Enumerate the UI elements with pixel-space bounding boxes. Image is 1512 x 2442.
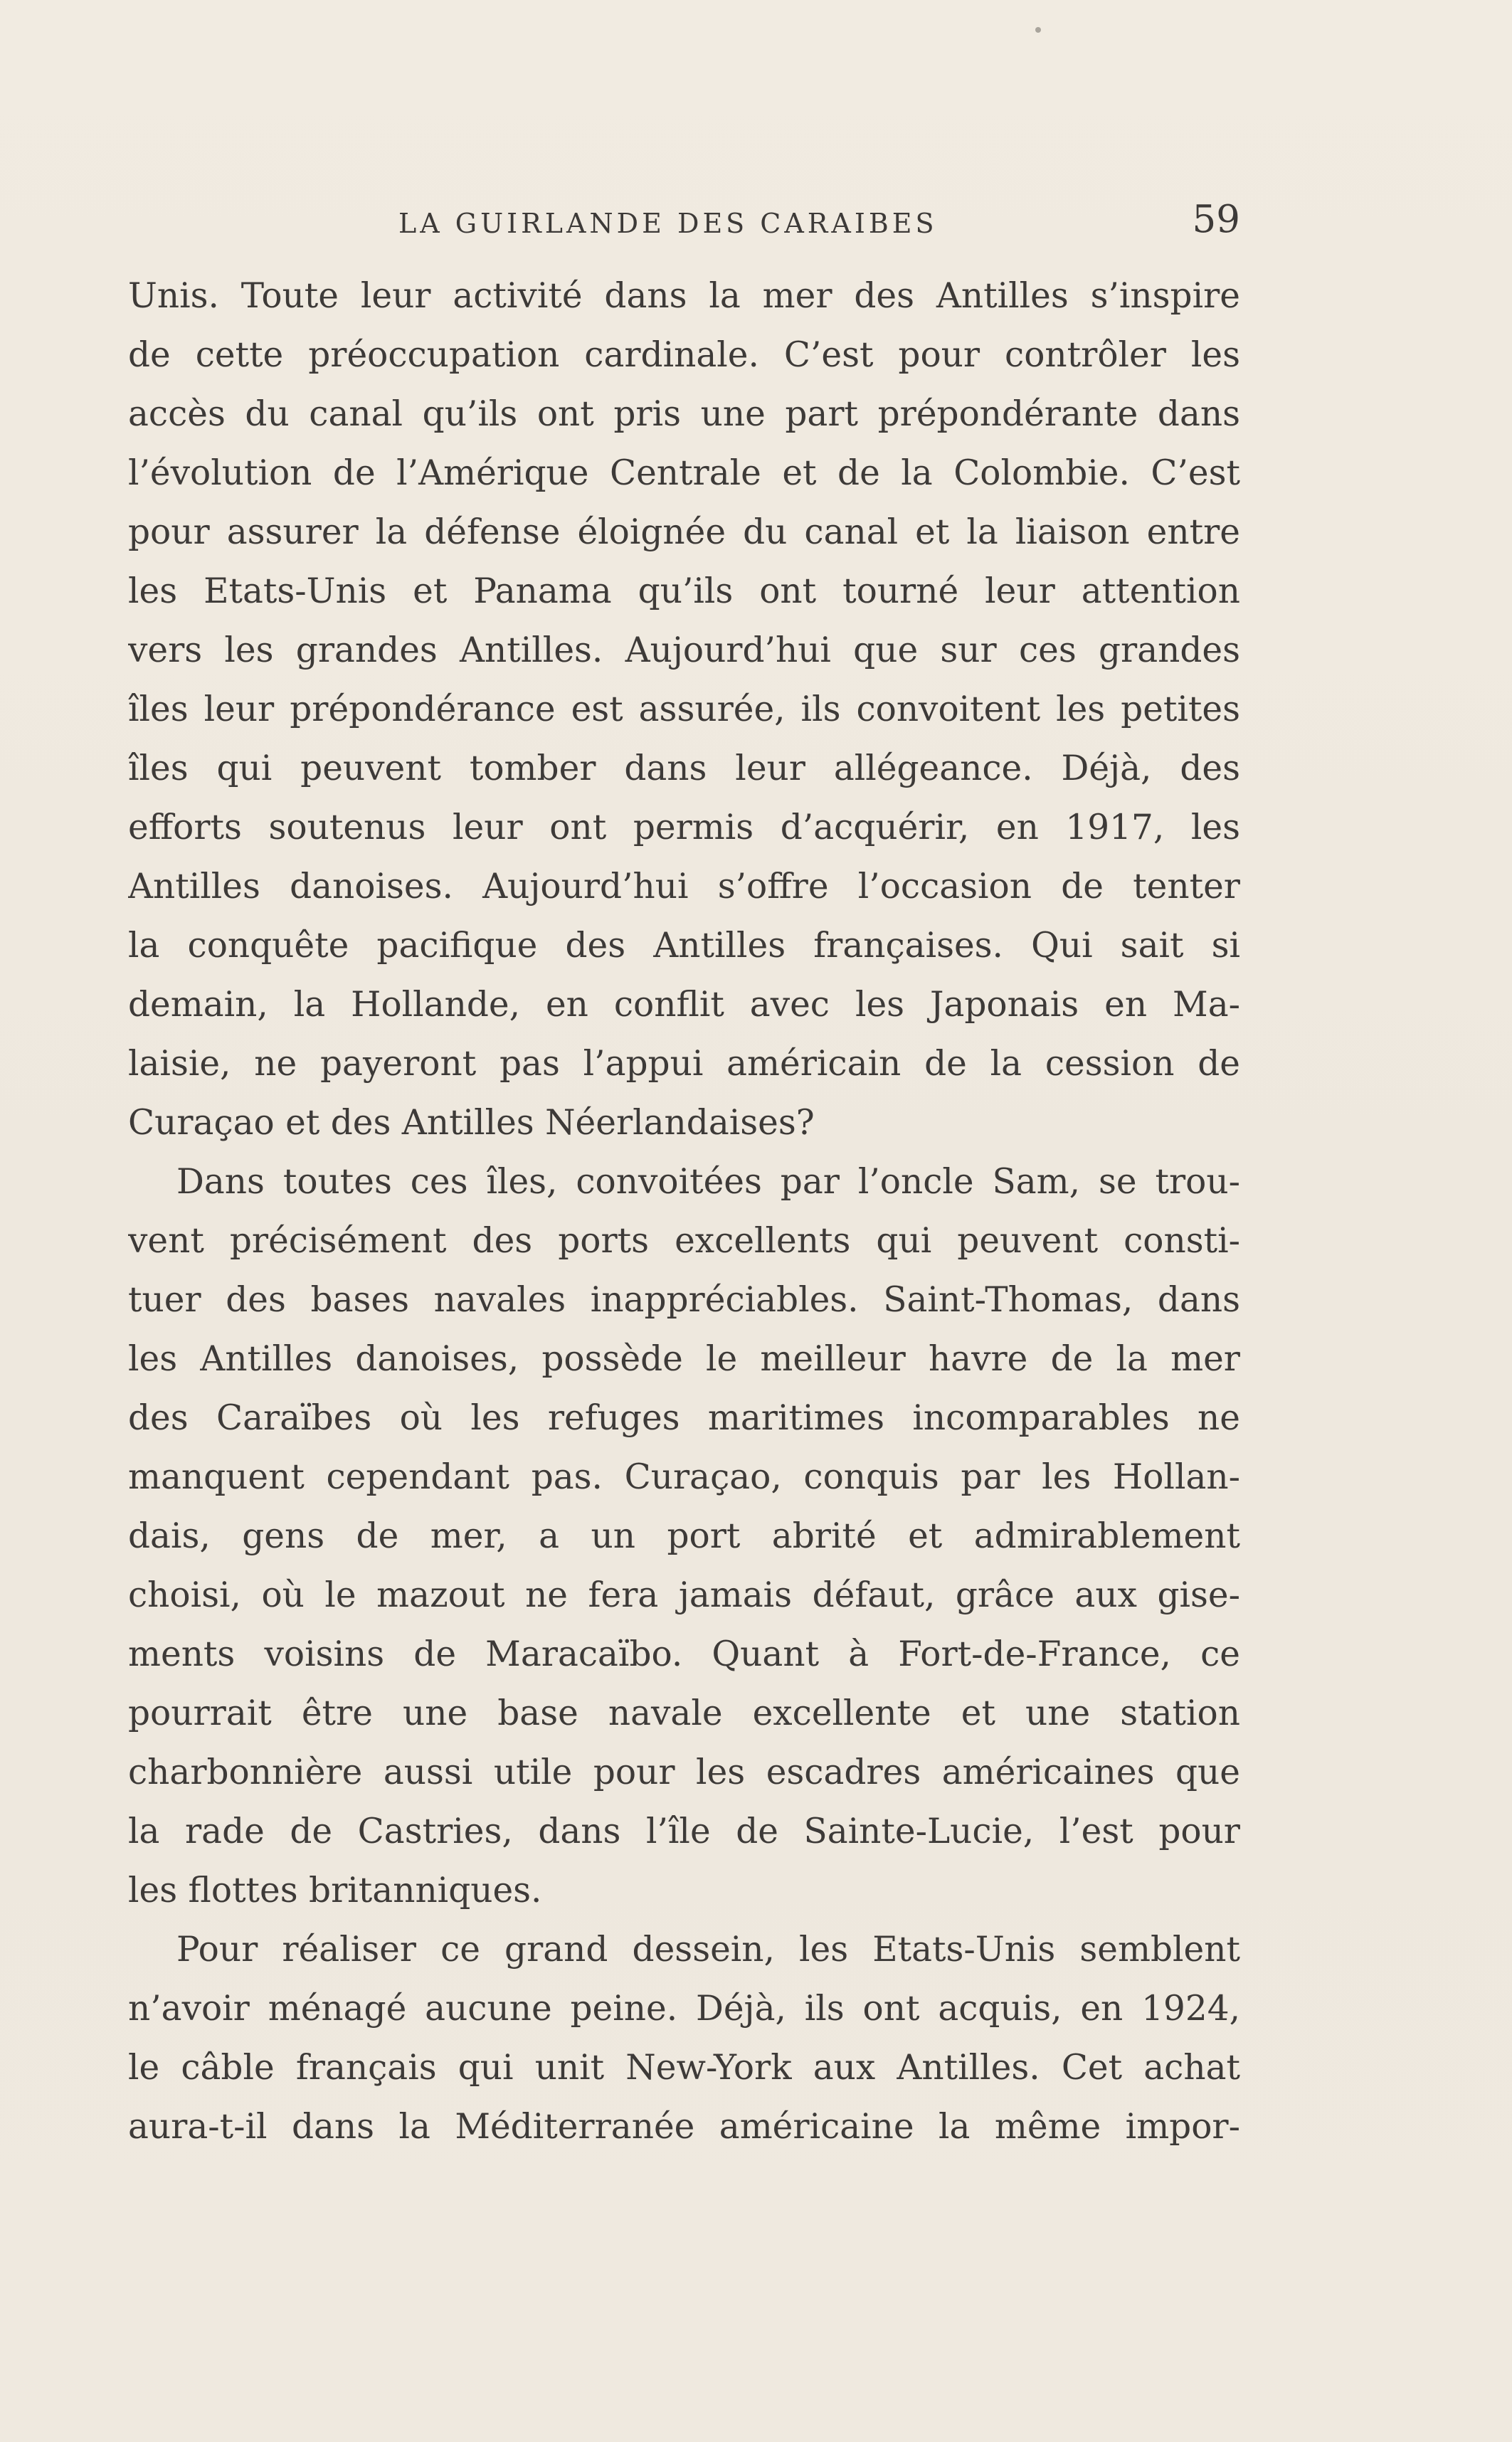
text-line: Curaçao et des Antilles Néerlandaises? <box>128 1103 815 1143</box>
text-line: îles qui peuvent tomber dans leur allégeance. Déjà, des <box>128 749 1240 788</box>
text-line: îles leur prépondérance est assurée, ils convoitent les petites <box>128 689 1240 729</box>
text-line: demain, la Hollande, en conflit avec les Japonais en Ma- <box>128 985 1240 1025</box>
page-number: 59 <box>1192 198 1240 241</box>
text-line: l’évolution de l’Amérique Centrale et de la Colombie. C’est <box>128 453 1240 493</box>
text-line: efforts soutenus leur ont permis d’acquérir, en 1917, les <box>128 808 1240 847</box>
text-line: la rade de Castries, dans l’île de Sainte-Lucie, l’est pour <box>128 1812 1240 1851</box>
text-line: manquent cependant pas. Curaçao, conquis par les Hollan- <box>128 1457 1240 1497</box>
running-title: LA GUIRLANDE DES CARAIBES <box>398 208 938 239</box>
text-line: pourrait être une base navale excellente et une station <box>128 1693 1240 1733</box>
text-line: tuer des bases navales inappréciables. Saint-Thomas, dans <box>128 1280 1240 1320</box>
text-line: pour assurer la défense éloignée du canal et la liaison entre <box>128 512 1240 552</box>
text-line: laisie, ne payeront pas l’appui américain de la cession de <box>128 1044 1240 1084</box>
text-line: vent précisément des ports excellents qui peuvent consti- <box>128 1221 1240 1261</box>
text-line: vers les grandes Antilles. Aujourd’hui que sur ces grandes <box>128 630 1240 670</box>
text-line: Antilles danoises. Aujourd’hui s’offre l’occasion de tenter <box>128 867 1240 906</box>
text-line: Unis. Toute leur activité dans la mer des Antilles s’inspire <box>128 276 1240 316</box>
text-line: des Caraïbes où les refuges maritimes incomparables ne <box>128 1398 1240 1438</box>
text-line: charbonnière aussi utile pour les escadres américaines que <box>128 1753 1240 1792</box>
text-line: ments voisins de Maracaïbo. Quant à Fort-de-France, ce <box>128 1634 1240 1674</box>
text-line: Pour réaliser ce grand dessein, les Etats-Unis semblent <box>176 1930 1240 1970</box>
text-line: les Etats-Unis et Panama qu’ils ont tourné leur attention <box>128 571 1240 611</box>
text-line: de cette préoccupation cardinale. C’est pour contrôler les <box>128 335 1240 375</box>
text-line: choisi, où le mazout ne fera jamais défaut, grâce aux gise- <box>128 1575 1240 1615</box>
text-line: n’avoir ménagé aucune peine. Déjà, ils ont acquis, en 1924, <box>128 1989 1240 2029</box>
body-text <box>128 267 1240 2157</box>
text-line: le câble français qui unit New-York aux Antilles. Cet achat <box>128 2048 1240 2088</box>
text-line: la conquête pacifique des Antilles françaises. Qui sait si <box>128 926 1240 966</box>
paper-speck <box>1035 27 1041 33</box>
text-line: les Antilles danoises, possède le meilleur havre de la mer <box>128 1339 1240 1379</box>
text-line: dais, gens de mer, a un port abrité et admirablement <box>128 1516 1240 1556</box>
text-line: Dans toutes ces îles, convoitées par l’oncle Sam, se trou- <box>176 1162 1240 1202</box>
text-line: aura-t-il dans la Méditerranée américaine la même impor- <box>128 2107 1240 2147</box>
text-line: les flottes britanniques. <box>128 1871 542 1910</box>
text-line: accès du canal qu’ils ont pris une part prépondérante dans <box>128 394 1240 434</box>
page-header <box>128 192 1240 256</box>
